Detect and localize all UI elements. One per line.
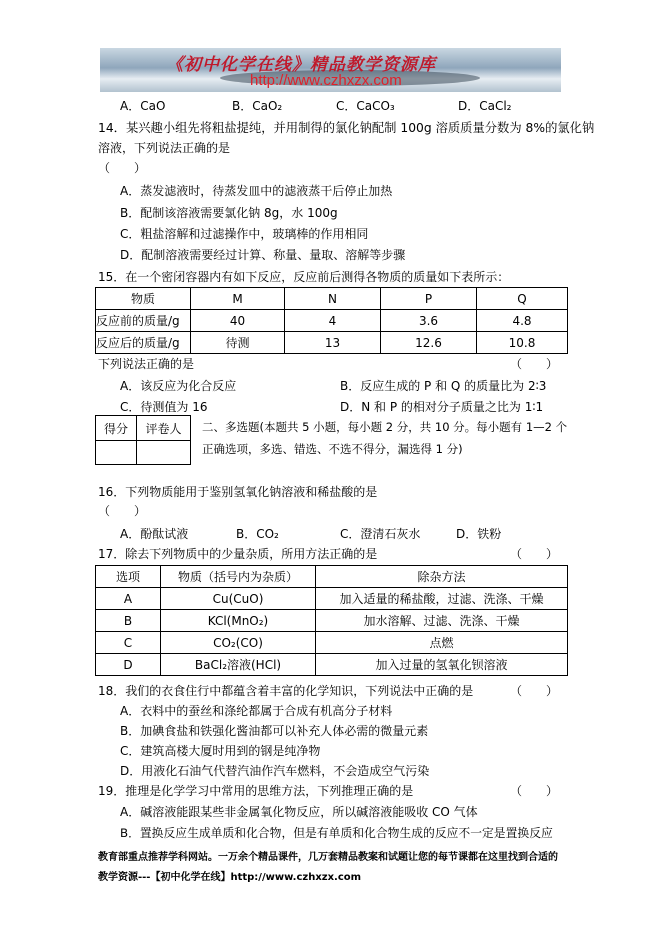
footer-promo: 教育部重点推荐学科网站。一万余个精品课件，几万套精品教案和试题让您的每节课都在这里找到合适的 bbox=[98, 852, 558, 863]
table-header: M bbox=[191, 288, 285, 310]
q16-option-b: B．CO₂ bbox=[236, 527, 279, 541]
q15-option-c: C．待测值为 16 bbox=[120, 400, 208, 414]
q15-stem: 15．在一个密闭容器内有如下反应，反应前后测得各物质的质量如下表所示： bbox=[98, 270, 510, 284]
table-cell: BaCl₂溶液(HCl) bbox=[161, 654, 316, 676]
grader-label: 评卷人 bbox=[137, 416, 191, 441]
table-cell: 40 bbox=[191, 310, 285, 332]
q14-option-c: C．粗盐溶解和过滤操作中，玻璃棒的作用相同 bbox=[120, 227, 369, 241]
q16-option-d: D．铁粉 bbox=[456, 527, 502, 541]
q18-option-b: B．加碘食盐和铁强化酱油都可以补充人体必需的微量元素 bbox=[120, 724, 429, 738]
banner-title: 《初中化学在线》精品教学资源库 bbox=[166, 55, 436, 75]
table-header-row bbox=[96, 288, 568, 310]
table-row bbox=[96, 310, 568, 332]
q13-option-d: D．CaCl₂ bbox=[458, 99, 512, 113]
q19-option-a: A．碱溶液能跟某些非金属氧化物反应，所以碱溶液能吸收 CO 气体 bbox=[120, 805, 478, 819]
table-row bbox=[96, 588, 568, 610]
q18-option-d: D．用液化石油气代替汽油作汽车燃料，不会造成空气污染 bbox=[120, 764, 430, 778]
table-header-row bbox=[96, 566, 568, 588]
table-cell: 加入适量的稀盐酸，过滤、洗涤、干燥 bbox=[316, 588, 568, 610]
score-label: 得分 bbox=[96, 416, 137, 441]
q14-option-b: B．配制该溶液需要氯化钠 8g，水 100g bbox=[120, 206, 338, 220]
table-header: N bbox=[285, 288, 381, 310]
table-cell: 加入过量的氢氧化钡溶液 bbox=[316, 654, 568, 676]
table-cell: Cu(CuO) bbox=[161, 588, 316, 610]
table-header: 除杂方法 bbox=[316, 566, 568, 588]
q15-answer-paren: （ ） bbox=[510, 357, 559, 371]
q13-option-c: C．CaCO₃ bbox=[336, 99, 395, 113]
q16-option-a: A．酚酞试液 bbox=[120, 527, 189, 541]
q15-option-d: D．N 和 P 的相对分子质量之比为 1∶1 bbox=[340, 400, 544, 414]
q14-option-d: D．配制溶液需要经过计算、称量、量取、溶解等步骤 bbox=[120, 248, 406, 262]
table-cell: 3.6 bbox=[381, 310, 477, 332]
table-header: 物质（括号内为杂质） bbox=[161, 566, 316, 588]
table-cell: 10.8 bbox=[477, 332, 568, 354]
score-field[interactable] bbox=[96, 441, 137, 465]
q16-option-c: C．澄清石灰水 bbox=[340, 527, 421, 541]
grader-field[interactable] bbox=[137, 441, 191, 465]
table-cell: 加水溶解、过滤、洗涤、干燥 bbox=[316, 610, 568, 632]
table-row bbox=[96, 610, 568, 632]
q18-stem: 18．我们的衣食住行中都蕴含着丰富的化学知识，下列说法中正确的是 bbox=[98, 684, 474, 698]
header-banner bbox=[100, 48, 561, 92]
table-row bbox=[96, 654, 568, 676]
section2-heading: 二、多选题(本题共 5 小题，每小题 2 分，共 10 分。每小题有 1—2 个 bbox=[202, 420, 568, 434]
table-row bbox=[96, 632, 568, 654]
footer-link[interactable]: 教学资源---【初中化学在线】http://www.czhxzx.com bbox=[98, 872, 362, 883]
table-cell: D bbox=[96, 654, 161, 676]
table-cell: 12.6 bbox=[381, 332, 477, 354]
q14-option-a: A．蒸发滤液时，待蒸发皿中的滤液蒸干后停止加热 bbox=[120, 184, 393, 198]
table-cell: 13 bbox=[285, 332, 381, 354]
table-header: 物质 bbox=[96, 288, 191, 310]
section2-instructions: 正确选项，多选、错选、不选不得分，漏选得 1 分) bbox=[202, 442, 463, 456]
q18-answer-paren: （ ） bbox=[510, 684, 559, 698]
table-row bbox=[96, 332, 568, 354]
table-cell: 4 bbox=[285, 310, 381, 332]
q14-stem-cont: 溶液，下列说法正确的是 bbox=[98, 141, 231, 155]
table-cell: 点燃 bbox=[316, 632, 568, 654]
table-cell: B bbox=[96, 610, 161, 632]
q14-answer-paren: （ ） bbox=[98, 161, 147, 175]
q15-prompt: 下列说法正确的是 bbox=[98, 357, 195, 371]
q17-answer-paren: （ ） bbox=[510, 547, 559, 561]
score-box bbox=[95, 415, 191, 465]
table-cell: 4.8 bbox=[477, 310, 568, 332]
q16-stem: 16．下列物质能用于鉴别氢氧化钠溶液和稀盐酸的是 bbox=[98, 485, 378, 499]
table-header: P bbox=[381, 288, 477, 310]
table-cell: 反应前的质量/g bbox=[96, 310, 191, 332]
q19-stem: 19．推理是化学学习中常用的思维方法，下列推理正确的是 bbox=[98, 784, 414, 798]
q15-option-b: B．反应生成的 P 和 Q 的质量比为 2∶3 bbox=[340, 379, 547, 393]
table-header: Q bbox=[477, 288, 568, 310]
table-cell: CO₂(CO) bbox=[161, 632, 316, 654]
banner-url[interactable]: http://www.czhxzx.com bbox=[250, 72, 402, 89]
table-cell: 反应后的质量/g bbox=[96, 332, 191, 354]
table-header: 选项 bbox=[96, 566, 161, 588]
q17-options-table bbox=[95, 565, 568, 676]
q14-stem: 14．某兴趣小组先将粗盐提纯，并用制得的氯化钠配制 100g 溶质质量分数为 8%的氯化钠 bbox=[98, 121, 595, 135]
table-cell: C bbox=[96, 632, 161, 654]
q15-mass-table bbox=[95, 287, 568, 354]
q18-option-c: C．建筑高楼大厦时用到的钢是纯净物 bbox=[120, 744, 321, 758]
q18-option-a: A．衣料中的蚕丝和涤纶都属于合成有机高分子材料 bbox=[120, 704, 393, 718]
q19-option-b: B．置换反应生成单质和化合物，但是有单质和化合物生成的反应不一定是置换反应 bbox=[120, 826, 553, 840]
q13-option-a: A．CaO bbox=[120, 99, 166, 113]
q17-stem: 17．除去下列物质中的少量杂质，所用方法正确的是 bbox=[98, 547, 378, 561]
table-cell: KCl(MnO₂) bbox=[161, 610, 316, 632]
q19-answer-paren: （ ） bbox=[510, 784, 559, 798]
q13-option-b: B．CaO₂ bbox=[232, 99, 283, 113]
q15-option-a: A．该反应为化合反应 bbox=[120, 379, 237, 393]
table-cell: A bbox=[96, 588, 161, 610]
q16-answer-paren: （ ） bbox=[98, 504, 147, 518]
table-cell: 待测 bbox=[191, 332, 285, 354]
